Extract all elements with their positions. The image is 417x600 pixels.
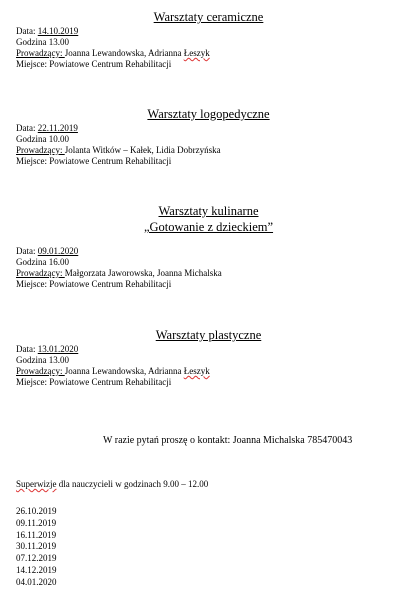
block-time: Godzina 13.00 [16, 37, 69, 47]
hosts-names: Jolanta Witków – Kałek, Lidia Dobrzyńska [64, 145, 221, 155]
block-subtitle-cooking: „Gotowanie z dzieckiem” [143, 220, 274, 234]
hosts-label: Prowadzący: [16, 48, 65, 58]
block-date [16, 123, 78, 134]
block-time: Godzina 13.00 [16, 355, 69, 365]
hosts-names: Joanna Lewandowska, Adrianna [64, 366, 184, 376]
hosts-names: Joanna Lewandowska, Adrianna [64, 48, 184, 58]
block-hosts [16, 268, 222, 279]
supervision-hours: dla nauczycieli w godzinach 9.00 – 12.00 [56, 479, 209, 489]
block-date [16, 246, 78, 257]
block-time: Godzina 16.00 [16, 257, 69, 267]
block-title-speech: Warsztaty logopedyczne [147, 107, 270, 121]
date-value: 14.10.2019 [37, 26, 79, 36]
block-hosts [16, 48, 210, 59]
contact-line: W razie pytań proszę o kontakt: Joanna Michalska 785470043 [103, 435, 353, 446]
block-hosts [16, 145, 221, 156]
list-item: 04.01.2020 [16, 576, 57, 587]
hosts-label: Prowadzący: [16, 366, 65, 376]
block-place: Miejsce: Powiatowe Centrum Rehabilitacji [16, 377, 172, 387]
date-value: 22.11.2019 [37, 123, 78, 133]
list-item: 26.10.2019 [16, 506, 57, 516]
date-label: Data: [16, 26, 38, 36]
date-label: Data: [16, 246, 38, 256]
block-place: Miejsce: Powiatowe Centrum Rehabilitacji [16, 156, 172, 166]
date-value: 09.01.2020 [37, 246, 79, 256]
date-value: 13.01.2020 [37, 344, 79, 354]
block-title-ceramic: Warsztaty ceramiczne [153, 10, 264, 24]
hosts-names: Małgorzata Jaworowska, Joanna Michalska [64, 268, 222, 278]
date-label: Data: [16, 344, 38, 354]
supervision-dates-list [16, 506, 57, 589]
supervision-heading [16, 479, 208, 490]
block-date [16, 344, 78, 355]
list-item: 09.11.2019 [16, 517, 57, 528]
block-date [16, 26, 78, 37]
hosts-surname: Łeszyk [183, 48, 210, 58]
block-title-art: Warsztaty plastyczne [155, 328, 262, 342]
supervision-word: Superwizje [16, 479, 57, 489]
block-title-cooking: Warsztaty kulinarne [158, 204, 259, 218]
block-time: Godzina 10.00 [16, 134, 69, 144]
hosts-label: Prowadzący: [16, 145, 65, 155]
hosts-surname: Łeszyk [183, 366, 210, 376]
list-item: 07.12.2019 [16, 553, 57, 564]
list-item: 30.11.2019 [16, 541, 57, 552]
date-label: Data: [16, 123, 38, 133]
block-place: Miejsce: Powiatowe Centrum Rehabilitacji [16, 59, 172, 69]
block-place: Miejsce: Powiatowe Centrum Rehabilitacji [16, 279, 172, 289]
list-item: 16.11.2019 [16, 529, 57, 540]
hosts-label: Prowadzący: [16, 268, 65, 278]
list-item: 14.12.2019 [16, 564, 57, 575]
block-hosts [16, 366, 210, 377]
